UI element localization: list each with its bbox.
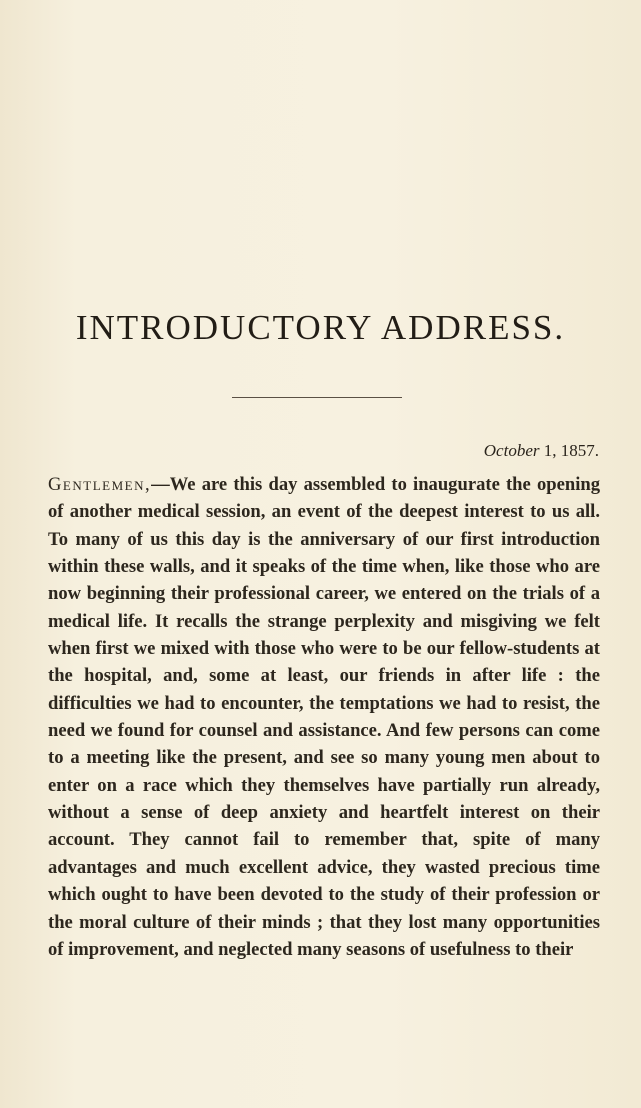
salutation: Gentlemen, (48, 474, 152, 495)
date-month: October (483, 441, 540, 460)
title-divider (232, 397, 402, 398)
body-text: —We are this day assembled to inaugurate the opening of another medical session, an event of the deepest interest to us all. To many of us this day is the anniversary of our first introduction within these walls, and it speaks of the time when, like those who are now beginning their professional career, we entered on the trials of a medical life. It recalls the strange perplexity and misgiving we felt when first we mixed with those who were to be our fellow-students at the hospital, and, some at least, our friends in after life : the difficulties we had to encounter, the temptations we had to resist, the need we found for counsel and assistance. And few persons can come to a meeting like the present, and see so many young men about to enter on a race which they themselves have partially run already, without a sense of deep anxiety and heartfelt interest on their account. They cannot fail to remember that, spite of many advantages and much excellent advice, they wasted precious time which ought to have been devoted to the study of their profession or the moral culture of their minds ; that they lost many opportunities of improvement, and neglected many seasons of usefulness to their (48, 474, 600, 960)
body-paragraph (48, 471, 600, 963)
address-date (484, 441, 599, 461)
date-day-year: 1, 1857. (539, 441, 599, 460)
page-title: INTRODUCTORY ADDRESS. (75, 308, 566, 347)
